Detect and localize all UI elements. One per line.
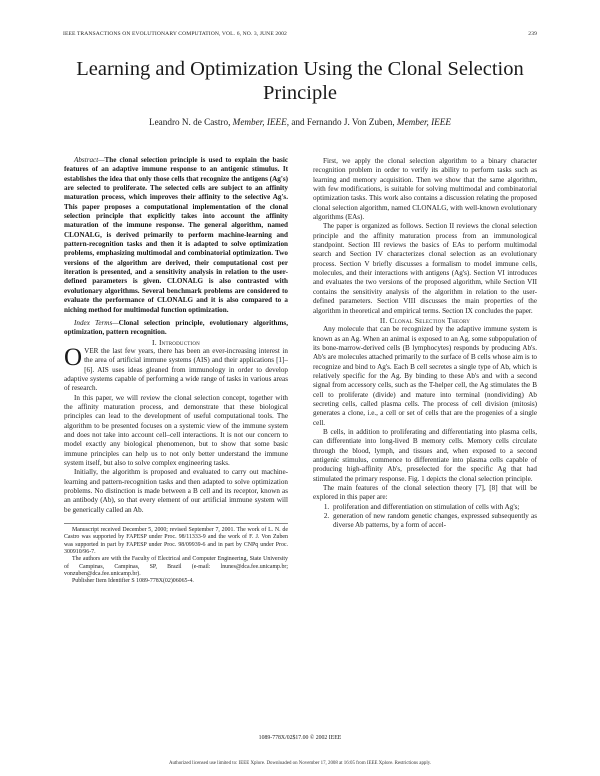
author-2: Fernando J. Von Zuben, (306, 117, 395, 127)
index-terms (64, 319, 288, 338)
theory-paragraph-3: The main features of the clonal selection theory [7], [8] that will be explored in this paper are: (313, 484, 537, 502)
list-item: 1. proliferation and differentiation on stimulation of cells with Ag's; (331, 503, 537, 512)
paper-title: Learning and Optimization Using the Clonal Selection Principle (76, 58, 524, 104)
footnote-affiliation: The authors are with the Faculty of Electrical and Computer Engineering, State University of Campinas, Campinas, SP, Brazil (e-mail: lnunes@dca.fee.unicamp.br; vonzuben@dca.fee.unicamp.br). (64, 556, 288, 577)
abstract (64, 156, 288, 315)
intro-paragraph-1-text: VER the last few years, there has been an ever-increasing interest in the area of artificial immune systems (AIS) and their applications [1]–[6]. AIS uses ideas gleaned from immunology in order to develop adaptive systems capable of performing a wide range of tasks in various areas of research. (64, 346, 288, 393)
right-column (313, 157, 537, 531)
author-2-membership: Member, IEEE (396, 117, 452, 127)
intro-paragraph-3: Initially, the algorithm is proposed and evaluated to carry out machine-learning and pattern-recognition tasks and then adapted to solve optimization problems. No distinction is made between a B cell and its receptor, known as an antibody (Ab), so that every element of our artificial immune system will be generically called an Ab. (64, 468, 288, 514)
features-list (313, 503, 537, 531)
list-item: 2. generation of new random genetic changes, expressed subsequently as diverse Ab patterns, by a form of accel- (331, 512, 537, 531)
running-head (63, 31, 537, 41)
license-footer: Authorized licensed use limited to: IEEE Xplore. Downloaded on November 17, 2008 at 16:05 from IEEE Xplore. Restrictions apply. (168, 761, 432, 766)
intro-paragraph-1 (64, 343, 288, 394)
footnote-publisher-id: Publisher Item Identifier S 1089-778X(02)06065-4. (72, 578, 194, 585)
abstract-lead: Abstract— (74, 156, 105, 164)
page-number: 239 (528, 31, 537, 37)
author-1-membership: Member, IEEE, (232, 117, 290, 127)
footnote-manuscript: Manuscript received December 5, 2000; revised September 7, 2001. The work of L. N. de Castro was supported by FAPESP under Proc. 98/11333-9 and the work of F. J. Von Zuben was supported in part by FAPESP under Proc. 98/09939-6 and in part by CNPq under Proc. 300910/96-7. (64, 527, 288, 555)
theory-paragraph-1: Any molecule that can be recognized by the adaptive immune system is known as an Ag. When an animal is exposed to an Ag, some subpopulation of its bone-marrow-derived cells (B lymphocytes) responds by producing Ab's. Ab's are molecules attached primarily to the surface of B cells whose aim is to recognize and bind to Ag's. Each B cell secretes a single type of Ab, which is relatively specific for the Ag. By binding to these Ab's and with a second signal from accessory cells, such as the T-helper cell, the Ag stimulates the B cell to proliferate (divide) and mature into terminal (nondividing) Ab secreting cells, called plasma cells. The process of cell division (mitosis) generates a clone, i.e., a cell or set of cells that are the progenies of a single cell. (313, 325, 537, 427)
intro-paragraph-5: The paper is organized as follows. Section II reviews the clonal selection principle and the affinity maturation process from an immunological standpoint. Section III reviews the basics of EAs to perform multimodal search and Section IV characterizes clonal selection as an evolutionary process. Section V briefly discusses a formalism to model immune cells, molecules, and their interactions with antigens (Ag's). Section VI introduces and evaluates the two versions of the proposed algorithm, while Section VII contains the sensitivity analysis of the algorithm in relation to the user-defined parameters. Section VIII discusses the main properties of the algorithm in theoretical and empirical terms. Section IX concludes the paper. (313, 222, 537, 315)
intro-paragraph-2: In this paper, we will review the clonal selection concept, together with the affinity maturation process, and demonstrate that these biological principles can lead to the development of useful computational tools. The algorithm to be presented focuses on a systemic view of the immune system and does not take into account cell–cell interactions. It is not our concern to model exactly any biological phenomenon, but to show that some basic immune principles can help us to not only better understand the immune system itself, but also to solve complex engineering tasks. (64, 393, 288, 467)
intro-paragraph-4: First, we apply the clonal selection algorithm to a binary character recognition problem in order to verify its ability to perform tasks such as learning and memory acquisition. Then we show that the same algorithm, with few modifications, is suitable for solving multimodal and combinatorial optimization tasks. This work also contains a discussion relating the proposed clonal selection algorithm, named CLONALG, with well-known evolutionary algorithms (EAs). (313, 157, 537, 222)
section-1-heading: I. Introduction (152, 337, 200, 347)
copyright-line: 1089-778X/02$17.00 © 2002 IEEE (258, 735, 342, 741)
theory-paragraph-2: B cells, in addition to proliferating and differentiating into plasma cells, can differentiate into long-lived B memory cells. Memory cells circulate through the blood, lymph, and tissues and, when exposed to a second antigenic stimulus, commence to differentiate into plasma cells capable of producing high-affinity Ab's, preselected for the specific Ag that had stimulated the primary response. Fig. 1 depicts the clonal selection principle. (313, 427, 537, 483)
section-2-heading: II. Clonal Selection Theory (379, 315, 471, 325)
author-conjunction: and (291, 117, 305, 127)
author-1: Leandro N. de Castro, (148, 117, 231, 127)
drop-cap: O (64, 343, 83, 371)
index-terms-lead: Index Terms— (74, 318, 119, 327)
journal-name: IEEE TRANSACTIONS ON EVOLUTIONARY COMPUTATION, VOL. 6, NO. 3, JUNE 2002 (63, 31, 287, 37)
footnotes (64, 523, 288, 585)
left-column (64, 156, 288, 585)
index-terms-text: Clonal selection principle, evolutionary algorithms, optimization, pattern recognition. (64, 318, 288, 337)
abstract-text: The clonal selection principle is used to explain the basic features of an adaptive immune response to an antigenic stimulus. It establishes the idea that only those cells that recognize the antigens (Ag's) are selected to proliferate. The selected cells are subject to an affinity maturation process, which improves their affinity to the selective Ag's. This paper proposes a computational implementation of the clonal selection principle that explicitly takes into account the affinity maturation of the immune response. The general algorithm, named CLONALG, is derived primarily to perform machine-learning and pattern-recognition tasks and then it is adapted to solve optimization problems, emphasizing multimodal and combinatorial optimization. Two versions of the algorithm are derived, their computational cost per iteration is presented, and a sensitivity analysis in relation to the user-defined parameters is given. CLONALG is also contrasted with evolutionary algorithms. Several benchmark problems are considered to evaluate the performance of CLONALG and it is also compared to a niching method for multimodal function optimization. (64, 156, 288, 314)
author-line (50, 117, 550, 127)
